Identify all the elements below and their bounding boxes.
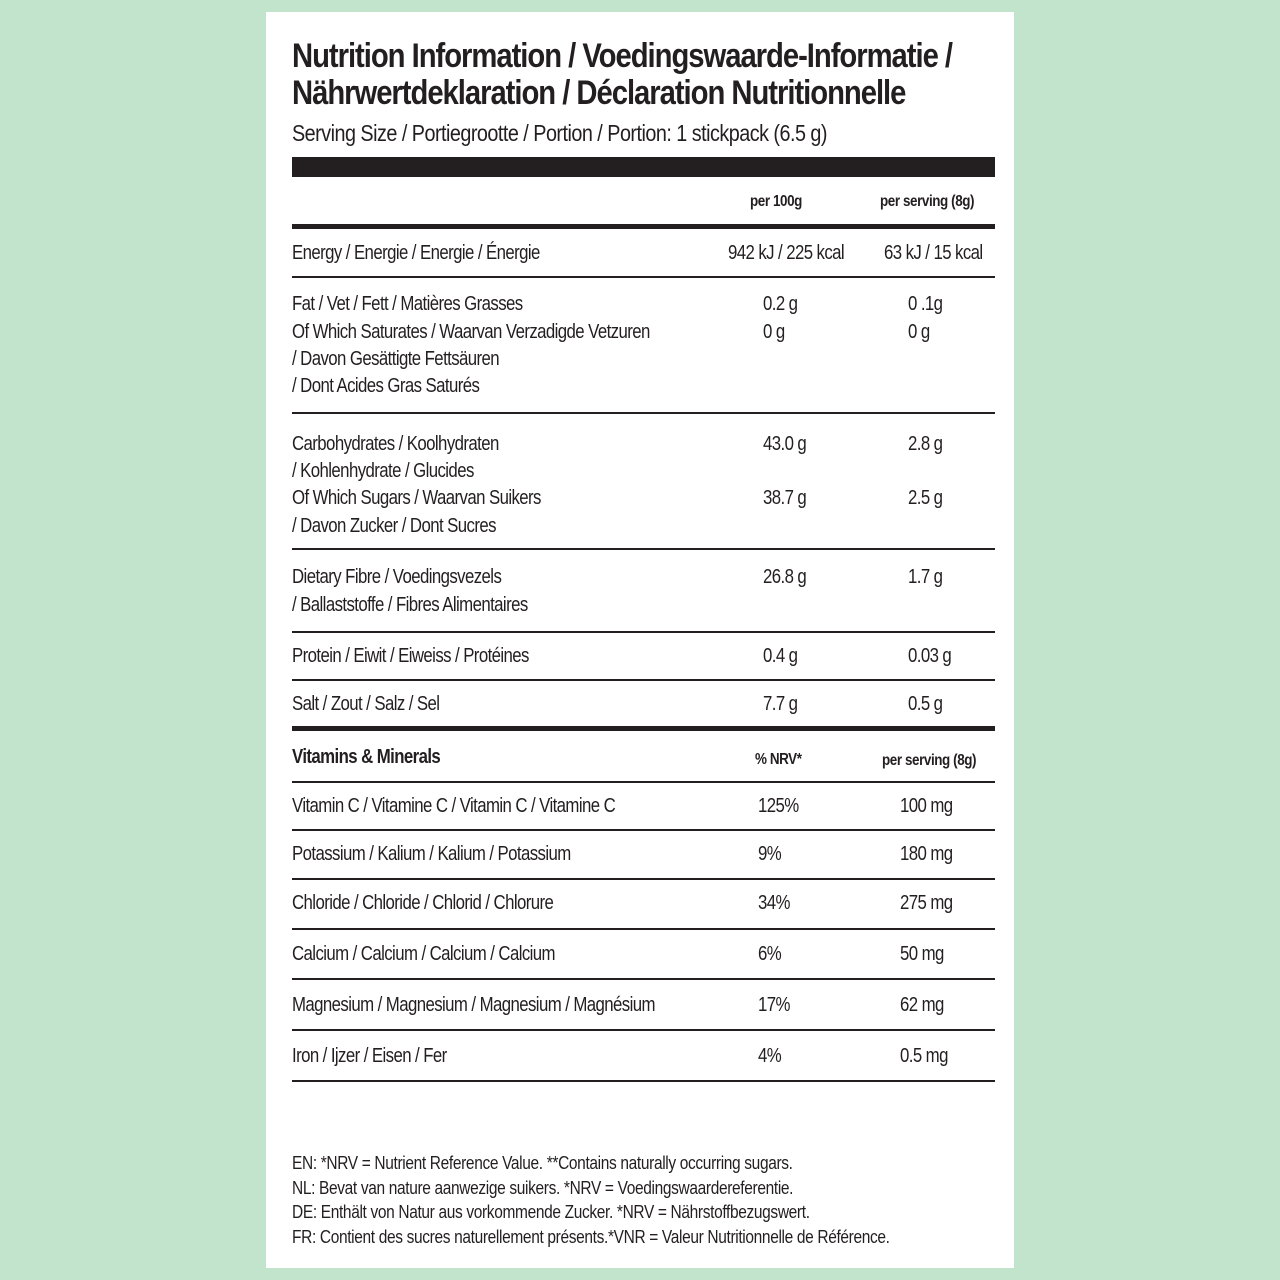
carbs-label-2: / Kohlenhydrate / Glucides: [292, 460, 474, 482]
vitamin-serving: 50 mg: [900, 943, 944, 965]
vitamin-serving: 0.5 mg: [900, 1045, 948, 1067]
divider: [292, 679, 995, 681]
divider: [292, 1080, 995, 1082]
fibre-label-2: / Ballaststoffe / Fibres Alimentaires: [292, 594, 528, 616]
divider: [292, 878, 995, 880]
vitamins-col-serving: per serving (8g): [882, 752, 977, 769]
salt-serving: 0.5 g: [908, 693, 943, 715]
divider-thick: [292, 224, 995, 229]
salt-per100: 7.7 g: [763, 693, 798, 715]
carbs-per100: 43.0 g: [763, 433, 807, 455]
divider: [292, 829, 995, 831]
divider: [292, 978, 995, 980]
protein-label: Protein / Eiwit / Eiweiss / Protéines: [292, 645, 529, 667]
vitamin-nrv: 9%: [758, 843, 782, 865]
vitamin-label: Magnesium / Magnesium / Magnesium / Magnésium: [292, 994, 655, 1016]
nutrition-label-panel: [266, 12, 1014, 1268]
protein-per100: 0.4 g: [763, 645, 798, 667]
saturates-serving: 0 g: [908, 321, 930, 343]
saturates-label-3: / Dont Acides Gras Saturés: [292, 375, 480, 397]
protein-serving: 0.03 g: [908, 645, 952, 667]
vitamin-label: Iron / Ijzer / Eisen / Fer: [292, 1045, 447, 1067]
footnote-en: EN: *NRV = Nutrient Reference Value. **Contains naturally occurring sugars.: [292, 1153, 793, 1173]
vitamin-serving: 62 mg: [900, 994, 944, 1016]
vitamin-label: Potassium / Kalium / Kalium / Potassium: [292, 843, 571, 865]
sugars-label-2: / Davon Zucker / Dont Sucres: [292, 515, 496, 537]
sugars-serving: 2.5 g: [908, 487, 943, 509]
salt-label: Salt / Zout / Salz / Sel: [292, 693, 440, 715]
col-header-serving: per serving (8g): [880, 193, 975, 210]
energy-serving: 63 kJ / 15 kcal: [884, 242, 983, 264]
divider-thick: [292, 726, 995, 731]
vitamins-header: Vitamins & Minerals: [292, 746, 441, 768]
saturates-label-2: / Davon Gesättigte Fettsäuren: [292, 348, 500, 370]
carbs-label-1: Carbohydrates / Koolhydraten: [292, 433, 499, 455]
carbs-serving: 2.8 g: [908, 433, 943, 455]
vitamin-nrv: 17%: [758, 994, 790, 1016]
vitamin-label: Vitamin C / Vitamine C / Vitamin C / Vitamine C: [292, 795, 616, 817]
fibre-label-1: Dietary Fibre / Voedingsvezels: [292, 566, 502, 588]
label-title: [292, 37, 952, 112]
divider: [292, 928, 995, 930]
energy-label: Energy / Energie / Energie / Énergie: [292, 242, 540, 264]
divider: [292, 631, 995, 633]
serving-size: Serving Size / Portiegrootte / Portion / Portion: 1 stickpack (6.5 g): [292, 120, 827, 146]
fat-label: Fat / Vet / Fett / Matières Grasses: [292, 293, 523, 315]
divider: [292, 412, 995, 414]
footnote-nl: NL: Bevat van nature aanwezige suikers. *NRV = Voedingswaardereferentie.: [292, 1177, 794, 1198]
title-line-2: Nährwertdeklaration / Déclaration Nutritionnelle: [292, 74, 906, 112]
vitamin-nrv: 125%: [758, 795, 799, 817]
divider: [292, 1029, 995, 1031]
fibre-per100: 26.8 g: [763, 566, 807, 588]
divider: [292, 276, 995, 278]
vitamin-label: Chloride / Chloride / Chlorid / Chlorure: [292, 892, 554, 914]
sugars-label-1: Of Which Sugars / Waarvan Suikers: [292, 487, 541, 509]
sugars-per100: 38.7 g: [763, 487, 807, 509]
footnote-de: DE: Enthält von Natur aus vorkommende Zucker. *NRV = Nährstoffbezugswert.: [292, 1202, 810, 1222]
vitamin-serving: 275 mg: [900, 892, 953, 914]
divider: [292, 548, 995, 550]
saturates-label-1: Of Which Saturates / Waarvan Verzadigde Vetzuren: [292, 321, 650, 343]
header-bar: [292, 157, 995, 177]
fat-serving: 0 .1g: [908, 293, 943, 315]
vitamin-nrv: 4%: [758, 1045, 782, 1067]
vitamin-serving: 180 mg: [900, 843, 953, 865]
vitamin-nrv: 6%: [758, 943, 782, 965]
vitamin-serving: 100 mg: [900, 795, 953, 817]
divider: [292, 781, 995, 783]
saturates-per100: 0 g: [763, 321, 785, 343]
vitamins-col-nrv: % NRV*: [755, 751, 802, 768]
vitamin-nrv: 34%: [758, 892, 790, 914]
fat-per100: 0.2 g: [763, 293, 798, 315]
col-header-per100: per 100g: [750, 193, 802, 210]
footnotes: [292, 1151, 890, 1249]
fibre-serving: 1.7 g: [908, 566, 943, 588]
title-line-1: Nutrition Information / Voedingswaarde-Informatie /: [292, 37, 952, 75]
energy-per100: 942 kJ / 225 kcal: [728, 242, 845, 264]
footnote-fr: FR: Contient des sucres naturellement présents.*VNR = Valeur Nutritionnelle de Référence.: [292, 1226, 890, 1247]
vitamin-label: Calcium / Calcium / Calcium / Calcium: [292, 943, 555, 965]
